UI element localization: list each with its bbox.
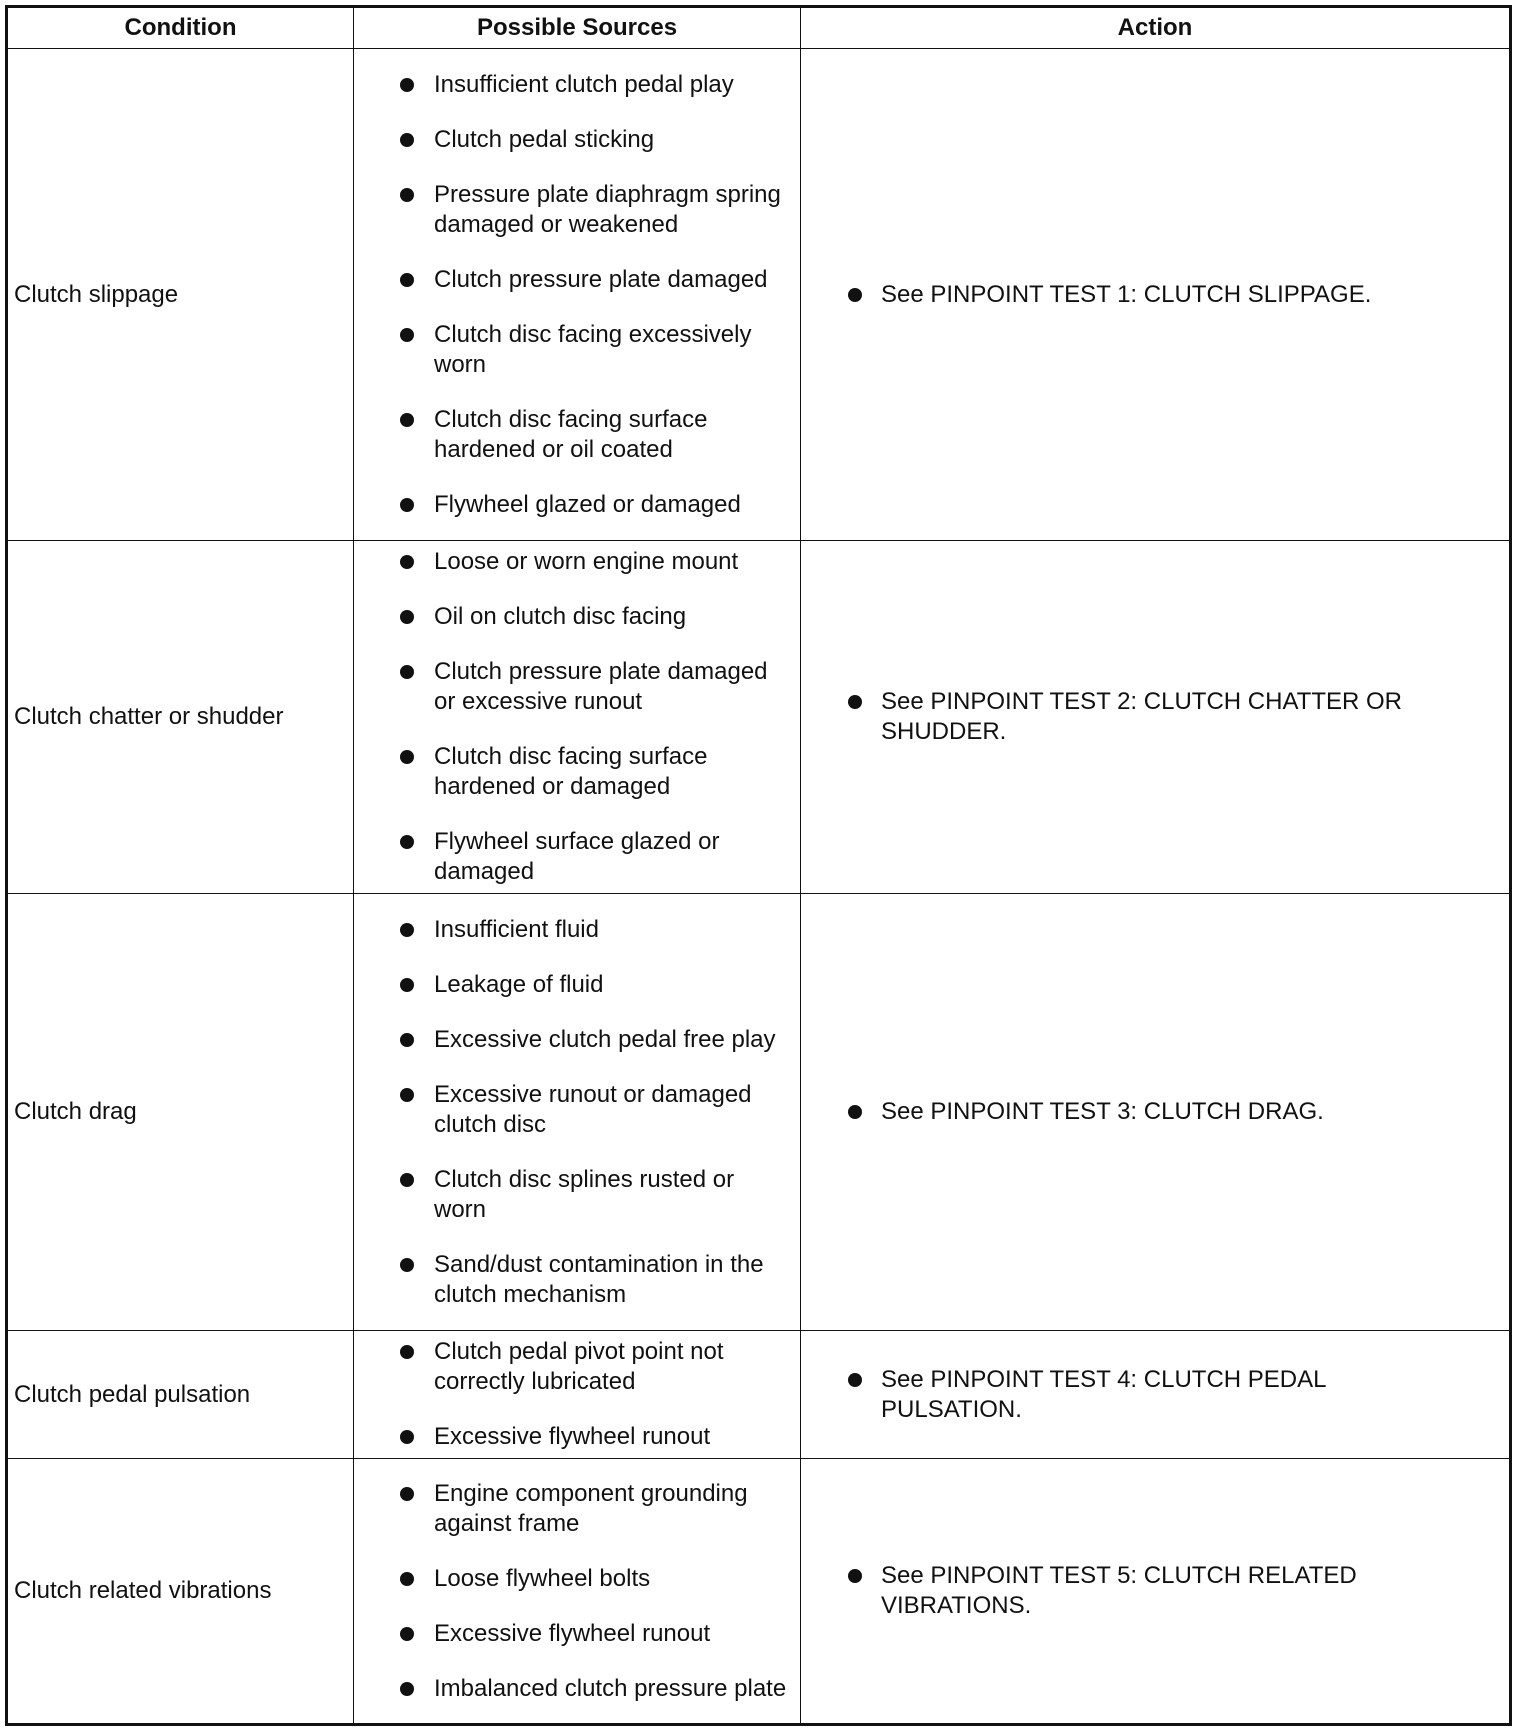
source-item: Clutch pressure plate damaged or excessive runout [354,657,790,717]
source-item: Clutch disc splines rusted or worn [354,1165,790,1225]
action-cell [801,1331,1511,1459]
sources-cell [354,1459,801,1725]
source-item: Flywheel surface glazed or damaged [354,827,790,887]
table-row [7,49,1511,541]
source-item: Flywheel glazed or damaged [354,490,790,520]
source-item: Pressure plate diaphragm spring damaged or weakened [354,180,790,240]
condition-cell: Clutch related vibrations [7,1459,354,1725]
source-item: Leakage of fluid [354,970,790,1000]
sources-cell [354,49,801,541]
source-item: Clutch pedal pivot point not correctly lubricated [354,1337,790,1397]
bullet-icon [848,695,862,709]
condition-cell: Clutch drag [7,894,354,1331]
source-item: Loose flywheel bolts [354,1564,790,1594]
source-item: Clutch disc facing excessively worn [354,320,790,380]
action-item [801,1365,1509,1425]
action-cell [801,49,1511,541]
action-cell [801,894,1511,1331]
bullet-icon [848,1569,862,1583]
source-item: Clutch pedal sticking [354,125,790,155]
action-item [801,280,1509,310]
action-text: See PINPOINT TEST 5: CLUTCH RELATED VIBRATIONS. [881,1562,1357,1619]
source-item: Imbalanced clutch pressure plate [354,1674,790,1704]
source-item: Clutch pressure plate damaged [354,265,790,295]
sources-list [354,1475,800,1708]
source-item: Insufficient clutch pedal play [354,70,790,100]
sources-cell [354,541,801,894]
bullet-icon [848,1105,862,1119]
table-row [7,541,1511,894]
action-cell [801,541,1511,894]
action-text: See PINPOINT TEST 3: CLUTCH DRAG. [881,1098,1324,1125]
sources-cell [354,894,801,1331]
sources-cell [354,1331,801,1459]
header-condition: Condition [7,7,354,49]
source-item: Excessive flywheel runout [354,1619,790,1649]
sources-list [354,1333,800,1456]
action-item [801,1561,1509,1621]
bullet-icon [848,288,862,302]
action-item [801,1097,1509,1127]
source-item: Excessive runout or damaged clutch disc [354,1080,790,1140]
header-possible-sources: Possible Sources [354,7,801,49]
source-item: Excessive clutch pedal free play [354,1025,790,1055]
condition-cell: Clutch slippage [7,49,354,541]
condition-cell: Clutch pedal pulsation [7,1331,354,1459]
source-item: Clutch disc facing surface hardened or oil coated [354,405,790,465]
action-text: See PINPOINT TEST 4: CLUTCH PEDAL PULSATION. [881,1365,1326,1423]
action-text: See PINPOINT TEST 2: CLUTCH CHATTER OR SHUDDER. [881,688,1402,745]
header-row [7,7,1511,49]
source-item: Excessive flywheel runout [354,1422,790,1452]
action-cell [801,1459,1511,1725]
diagnosis-table [5,5,1512,1726]
action-item [801,687,1509,747]
bullet-icon [848,1373,862,1387]
sources-list [354,543,800,891]
sources-list [354,66,800,524]
table-row [7,1331,1511,1459]
source-item: Clutch disc facing surface hardened or damaged [354,742,790,802]
source-item: Loose or worn engine mount [354,547,790,577]
sources-list [354,911,800,1314]
source-item: Oil on clutch disc facing [354,602,790,632]
action-text: See PINPOINT TEST 1: CLUTCH SLIPPAGE. [881,280,1372,308]
table-row [7,894,1511,1331]
source-item: Sand/dust contamination in the clutch mechanism [354,1250,790,1310]
source-item: Insufficient fluid [354,915,790,945]
table-row [7,1459,1511,1725]
header-action: Action [801,7,1511,49]
source-item: Engine component grounding against frame [354,1479,790,1539]
condition-cell: Clutch chatter or shudder [7,541,354,894]
